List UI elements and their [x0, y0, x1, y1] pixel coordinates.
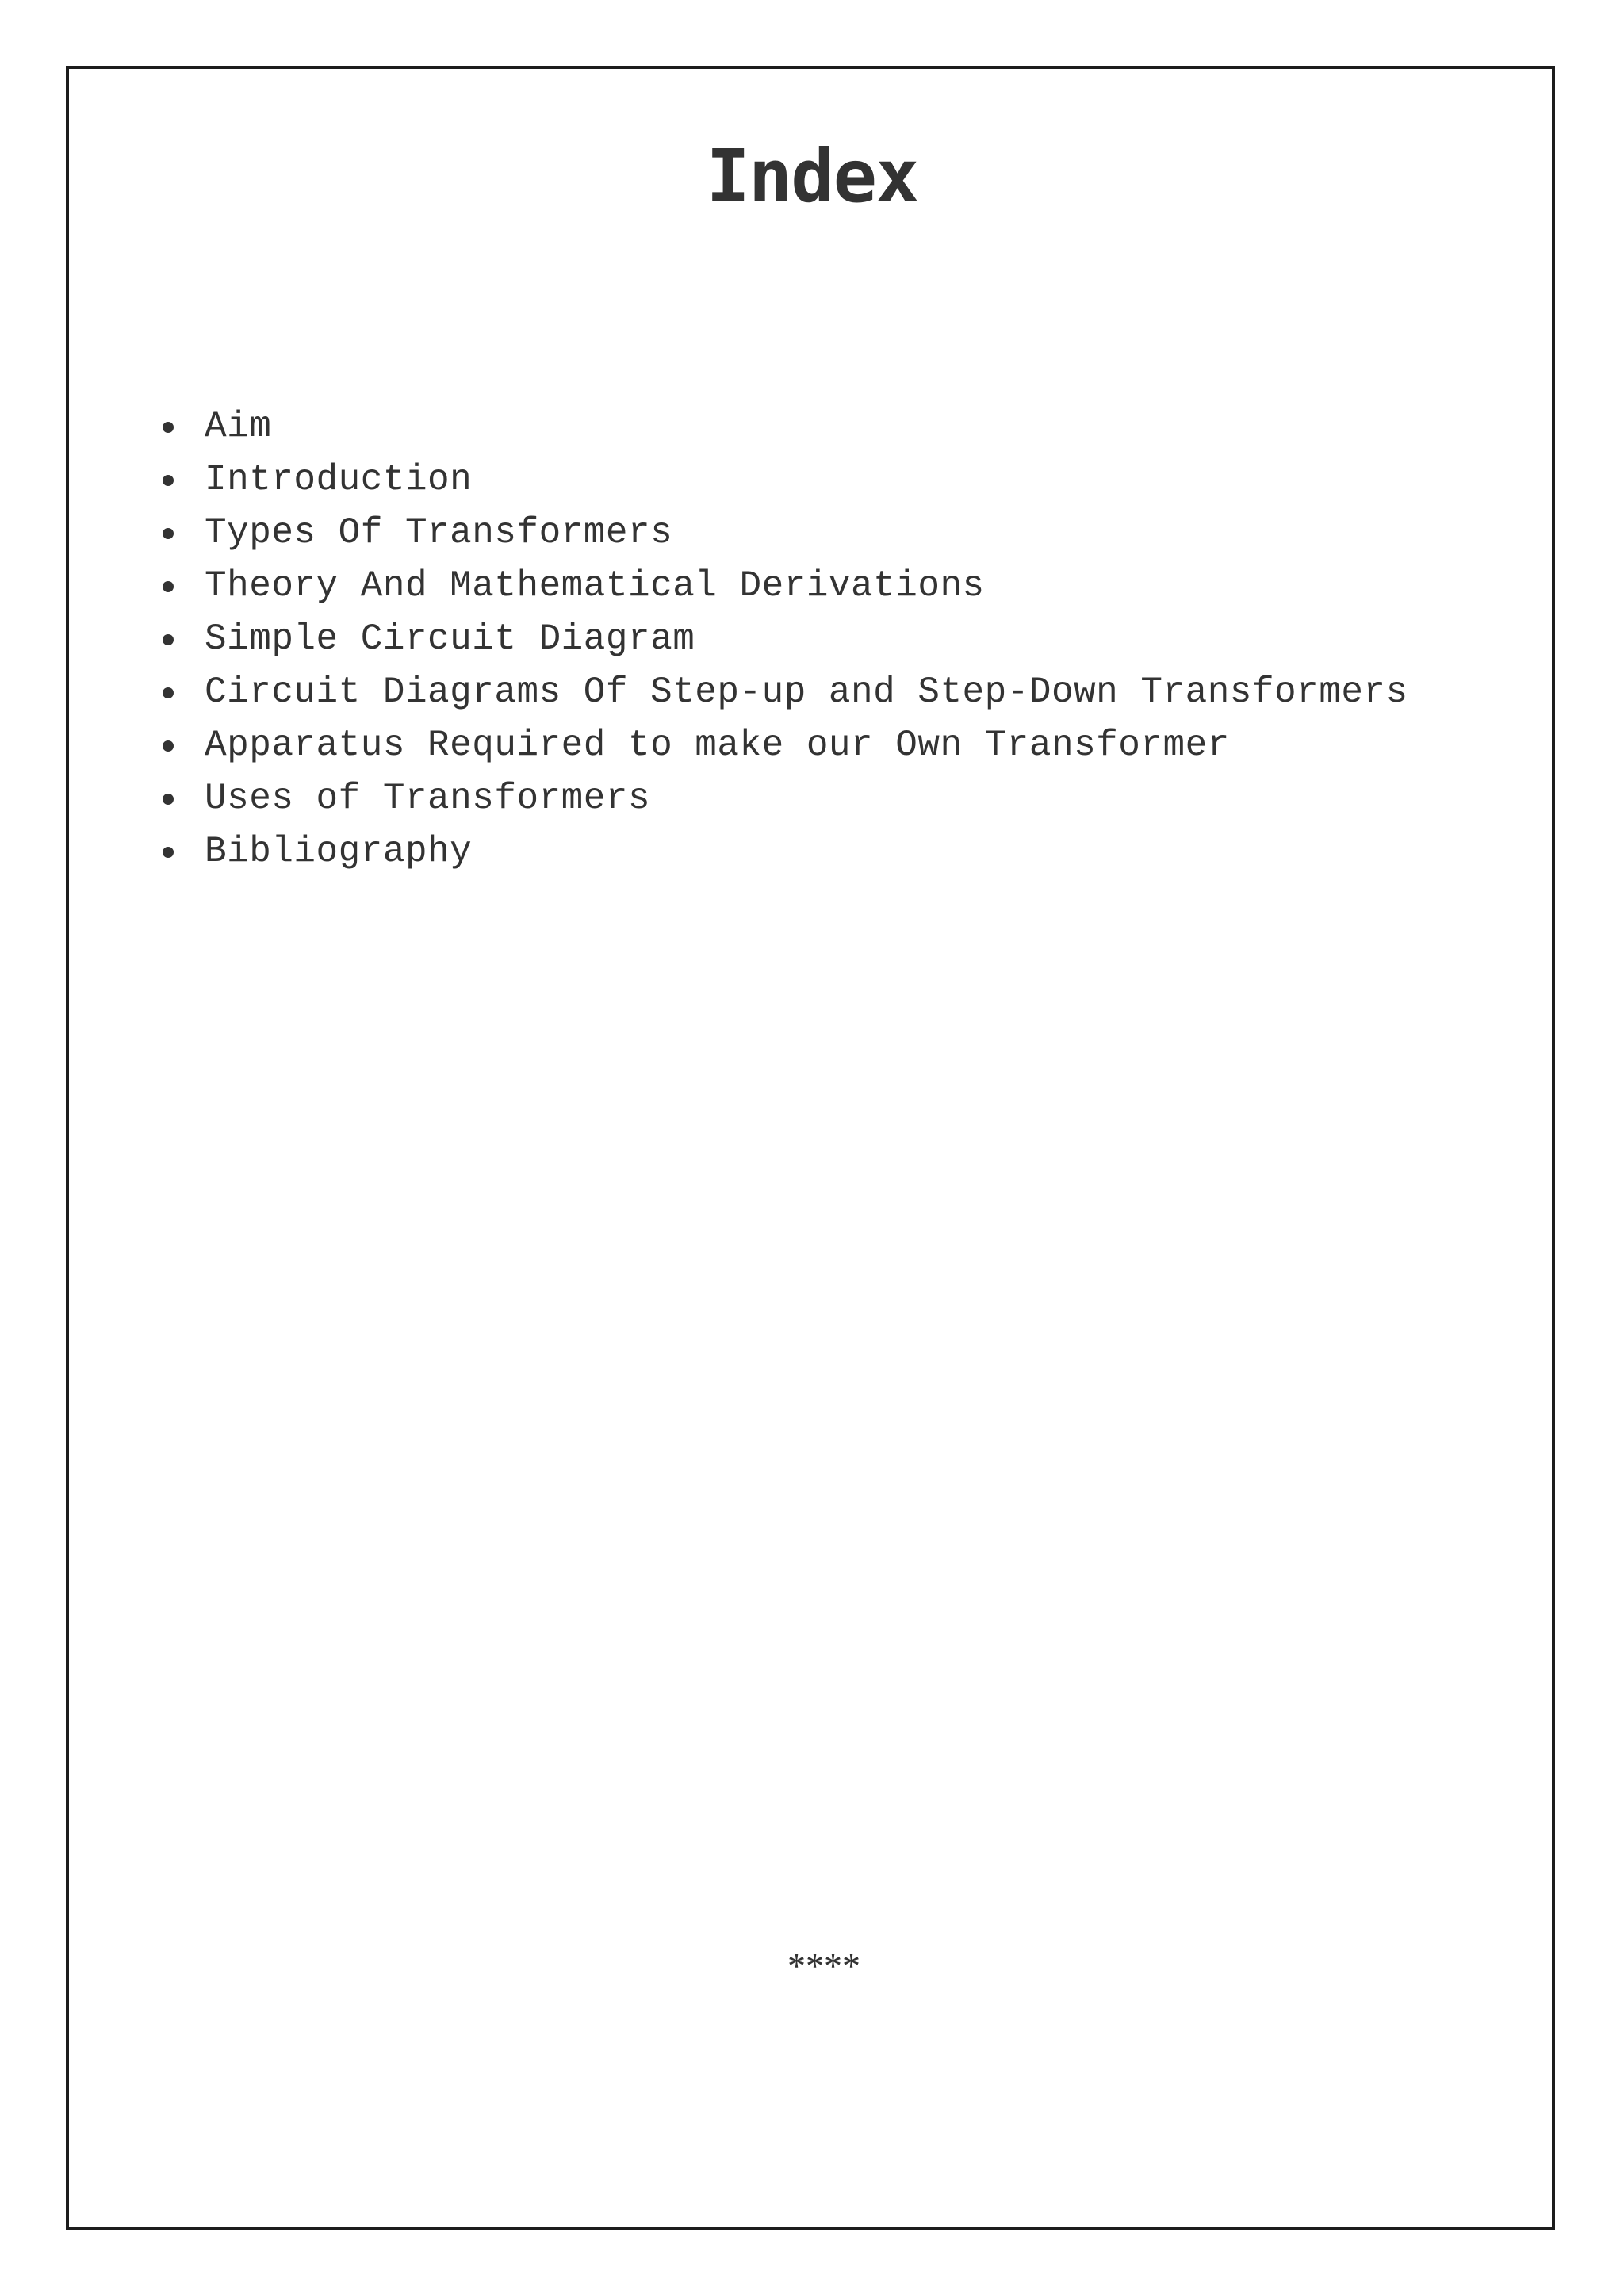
list-item — [205, 825, 1408, 878]
list-item — [205, 453, 1408, 507]
list-item — [205, 772, 1408, 825]
list-item — [205, 719, 1408, 772]
page-border — [66, 66, 1555, 2230]
bullet-icon — [163, 740, 174, 752]
list-item-label: Simple Circuit Diagram — [205, 618, 695, 660]
bullet-icon — [163, 687, 174, 698]
list-item — [205, 507, 1408, 560]
index-list — [205, 400, 1408, 878]
list-item-label: Aim — [205, 406, 272, 447]
bullet-icon — [163, 847, 174, 858]
bullet-icon — [163, 581, 174, 592]
bullet-icon — [163, 528, 174, 539]
bullet-icon — [163, 794, 174, 805]
list-item-label: Apparatus Required to make our Own Transformer — [205, 725, 1230, 766]
list-item-label: Theory And Mathematical Derivations — [205, 565, 985, 607]
list-item — [205, 560, 1408, 613]
list-item-label: Uses of Transformers — [205, 778, 651, 819]
list-item — [205, 613, 1408, 666]
section-separator: **** — [787, 1946, 860, 1986]
list-item-label: Types Of Transformers — [205, 512, 673, 553]
page-title: Index — [706, 134, 918, 219]
list-item-label: Introduction — [205, 459, 473, 500]
list-item — [205, 666, 1408, 719]
list-item-label: Bibliography — [205, 831, 473, 872]
bullet-icon — [163, 422, 174, 433]
list-item-label: Circuit Diagrams Of Step-up and Step-Down Transformers — [205, 672, 1408, 713]
bullet-icon — [163, 475, 174, 486]
list-item — [205, 400, 1408, 453]
bullet-icon — [163, 634, 174, 645]
